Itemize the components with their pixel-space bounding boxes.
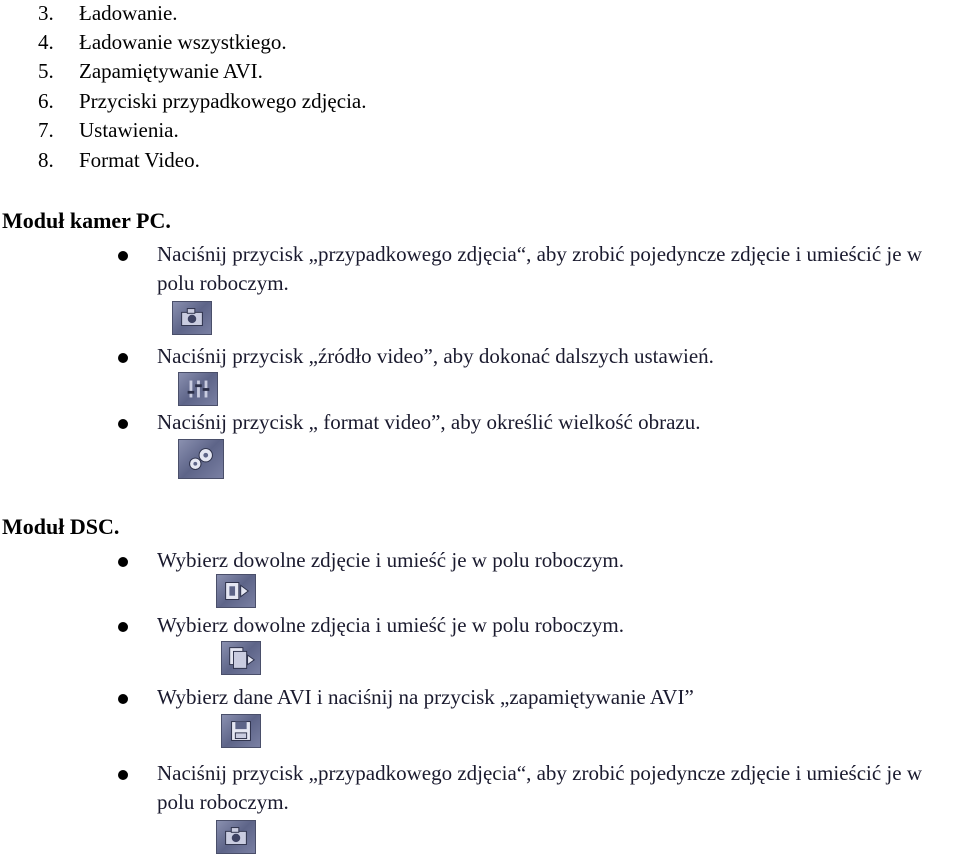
list-text: Ustawienia. — [79, 118, 179, 142]
list-number: 4. — [38, 30, 54, 54]
list-text: Format Video. — [79, 148, 200, 172]
bullet-dot — [118, 694, 128, 704]
section-heading-dsc: Moduł DSC. — [2, 514, 120, 539]
list-number: 7. — [38, 118, 54, 142]
list-text: Przyciski przypadkowego zdjęcia. — [79, 89, 367, 113]
load-all-icon — [221, 641, 261, 675]
list-number: 6. — [38, 89, 54, 113]
list-text: Zapamiętywanie AVI. — [79, 59, 263, 83]
bullet-dot — [118, 557, 128, 567]
bullet-text: Naciśnij przycisk „przypadkowego zdjęcia“, aby zrobić pojedyncze zdjęcie i umieścić je w polu roboczym. — [157, 761, 922, 814]
camera-icon — [172, 301, 212, 335]
bullet-dot — [118, 353, 128, 363]
bullet-text: Wybierz dane AVI i naciśnij na przycisk „zapamiętywanie AVI” — [157, 685, 694, 709]
bullet-text: Wybierz dowolne zdjęcia i umieść je w polu roboczym. — [157, 613, 624, 637]
bullet-text: Naciśnij przycisk „źródło video”, aby dokonać dalszych ustawień. — [157, 344, 714, 368]
bullet-dot — [118, 251, 128, 261]
bullet-dot — [118, 770, 128, 780]
bullet-text: Naciśnij przycisk „przypadkowego zdjęcia“, aby zrobić pojedyncze zdjęcie i umieścić je w polu roboczym. — [157, 242, 922, 295]
list-text: Ładowanie wszystkiego. — [79, 30, 287, 54]
camera-icon — [216, 820, 256, 854]
bullet-text: Wybierz dowolne zdjęcie i umieść je w polu roboczym. — [157, 548, 624, 572]
section-heading-pc: Moduł kamer PC. — [2, 208, 171, 233]
bullet-text: Naciśnij przycisk „ format video”, aby określić wielkość obrazu. — [157, 410, 701, 434]
list-number: 5. — [38, 59, 54, 83]
list-number: 8. — [38, 148, 54, 172]
video-source-icon — [178, 372, 218, 406]
list-number: 3. — [38, 1, 54, 25]
bullet-dot — [118, 622, 128, 632]
bullet-dot — [118, 419, 128, 429]
save-avi-icon — [221, 714, 261, 748]
video-format-icon — [178, 439, 224, 479]
list-text: Ładowanie. — [79, 1, 178, 25]
load-icon — [216, 574, 256, 608]
